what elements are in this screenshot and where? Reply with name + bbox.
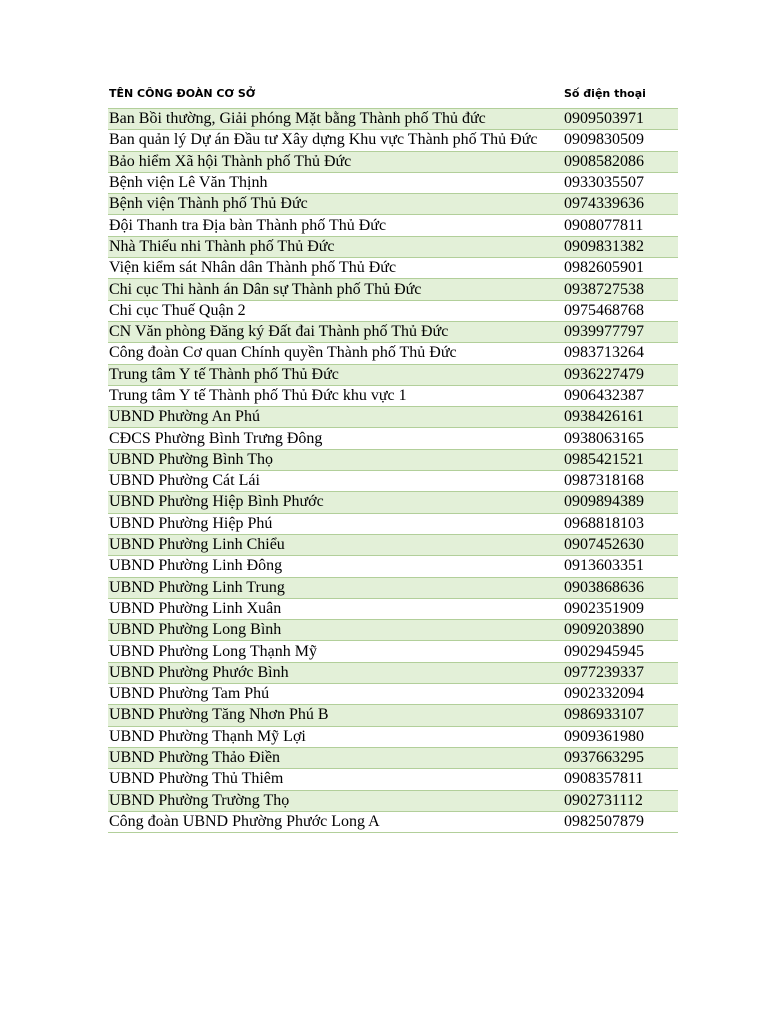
table-row — [108, 407, 678, 428]
table-row — [108, 300, 678, 321]
phone-number-cell: 0909831382 — [564, 236, 678, 257]
union-name-cell: UBND Phường Tăng Nhơn Phú B — [108, 705, 564, 726]
table-row — [108, 109, 678, 130]
table-row — [108, 684, 678, 705]
phone-number-cell: 0909203890 — [564, 620, 678, 641]
phone-number-cell: 0982605901 — [564, 258, 678, 279]
table-row — [108, 620, 678, 641]
phone-number-cell: 0902945945 — [564, 641, 678, 662]
phone-number-cell: 0977239337 — [564, 662, 678, 683]
table-row — [108, 258, 678, 279]
union-name-cell: Bệnh viện Thành phố Thủ Đức — [108, 194, 564, 215]
union-name-cell: UBND Phường An Phú — [108, 407, 564, 428]
table-row — [108, 769, 678, 790]
union-name-cell: UBND Phường Thạnh Mỹ Lợi — [108, 726, 564, 747]
header-union-name: TÊN CÔNG ĐOÀN CƠ SỞ — [108, 78, 564, 109]
table-row — [108, 726, 678, 747]
union-name-cell: UBND Phường Long Bình — [108, 620, 564, 641]
phone-number-cell: 0937663295 — [564, 747, 678, 768]
phone-number-cell: 0907452630 — [564, 534, 678, 555]
table-row — [108, 151, 678, 172]
union-name-cell: UBND Phường Hiệp Phú — [108, 513, 564, 534]
union-name-cell: CĐCS Phường Bình Trưng Đông — [108, 428, 564, 449]
union-name-cell: Trung tâm Y tế Thành phố Thủ Đức khu vực 1 — [108, 385, 564, 406]
phone-number-cell: 0938063165 — [564, 428, 678, 449]
union-name-cell: UBND Phường Trường Thọ — [108, 790, 564, 811]
union-name-cell: Chi cục Thuế Quận 2 — [108, 300, 564, 321]
phone-number-cell: 0938727538 — [564, 279, 678, 300]
table-row — [108, 343, 678, 364]
phone-number-cell: 0939977797 — [564, 321, 678, 342]
table-row — [108, 172, 678, 193]
table-row — [108, 662, 678, 683]
union-name-cell: UBND Phường Thảo Điền — [108, 747, 564, 768]
table-row — [108, 492, 678, 513]
union-name-cell: UBND Phường Tam Phú — [108, 684, 564, 705]
phone-number-cell: 0902332094 — [564, 684, 678, 705]
table-body — [108, 109, 678, 833]
table-row — [108, 556, 678, 577]
phone-number-cell: 0908077811 — [564, 215, 678, 236]
union-name-cell: Công đoàn UBND Phường Phước Long A — [108, 811, 564, 832]
union-name-cell: Đội Thanh tra Địa bàn Thành phố Thủ Đức — [108, 215, 564, 236]
phone-number-cell: 0906432387 — [564, 385, 678, 406]
table-header-row — [108, 78, 678, 109]
union-name-cell: UBND Phường Linh Chiểu — [108, 534, 564, 555]
table-row — [108, 385, 678, 406]
table-row — [108, 790, 678, 811]
table-row — [108, 130, 678, 151]
table-row — [108, 705, 678, 726]
phone-number-cell: 0938426161 — [564, 407, 678, 428]
phone-number-cell: 0983713264 — [564, 343, 678, 364]
union-name-cell: CN Văn phòng Đăng ký Đất đai Thành phố Thủ Đức — [108, 321, 564, 342]
union-name-cell: Công đoàn Cơ quan Chính quyền Thành phố Thủ Đức — [108, 343, 564, 364]
union-name-cell: UBND Phường Phước Bình — [108, 662, 564, 683]
table-row — [108, 215, 678, 236]
union-name-cell: Viện kiểm sát Nhân dân Thành phố Thủ Đức — [108, 258, 564, 279]
table-row — [108, 449, 678, 470]
table-row — [108, 747, 678, 768]
union-name-cell: Nhà Thiếu nhi Thành phố Thủ Đức — [108, 236, 564, 257]
phone-number-cell: 0908582086 — [564, 151, 678, 172]
table-row — [108, 811, 678, 832]
table-row — [108, 321, 678, 342]
phone-number-cell: 0985421521 — [564, 449, 678, 470]
union-name-cell: UBND Phường Thủ Thiêm — [108, 769, 564, 790]
table-row — [108, 428, 678, 449]
table-row — [108, 513, 678, 534]
union-name-cell: Bệnh viện Lê Văn Thịnh — [108, 172, 564, 193]
union-name-cell: Ban Bồi thường, Giải phóng Mặt bằng Thành phố Thủ đức — [108, 109, 564, 130]
phone-number-cell: 0903868636 — [564, 577, 678, 598]
phone-number-cell: 0986933107 — [564, 705, 678, 726]
table-row — [108, 577, 678, 598]
phone-number-cell: 0909830509 — [564, 130, 678, 151]
union-name-cell: UBND Phường Linh Xuân — [108, 598, 564, 619]
phone-number-cell: 0902351909 — [564, 598, 678, 619]
table-row — [108, 279, 678, 300]
union-name-cell: Bảo hiểm Xã hội Thành phố Thủ Đức — [108, 151, 564, 172]
union-name-cell: UBND Phường Linh Trung — [108, 577, 564, 598]
table-row — [108, 598, 678, 619]
table-row — [108, 236, 678, 257]
union-name-cell: Trung tâm Y tế Thành phố Thủ Đức — [108, 364, 564, 385]
table-row — [108, 194, 678, 215]
phone-number-cell: 0936227479 — [564, 364, 678, 385]
union-name-cell: UBND Phường Long Thạnh Mỹ — [108, 641, 564, 662]
table-row — [108, 641, 678, 662]
union-name-cell: Ban quản lý Dự án Đầu tư Xây dựng Khu vực Thành phố Thủ Đức — [108, 130, 564, 151]
phone-number-cell: 0987318168 — [564, 471, 678, 492]
phone-number-cell: 0933035507 — [564, 172, 678, 193]
header-phone-number: Số điện thoại — [564, 78, 678, 109]
union-name-cell: UBND Phường Hiệp Bình Phước — [108, 492, 564, 513]
phone-number-cell: 0908357811 — [564, 769, 678, 790]
phone-number-cell: 0968818103 — [564, 513, 678, 534]
phone-number-cell: 0974339636 — [564, 194, 678, 215]
phone-number-cell: 0902731112 — [564, 790, 678, 811]
union-contact-table — [108, 78, 678, 833]
union-name-cell: UBND Phường Linh Đông — [108, 556, 564, 577]
phone-number-cell: 0909894389 — [564, 492, 678, 513]
phone-number-cell: 0909503971 — [564, 109, 678, 130]
phone-number-cell: 0913603351 — [564, 556, 678, 577]
phone-number-cell: 0909361980 — [564, 726, 678, 747]
union-name-cell: UBND Phường Bình Thọ — [108, 449, 564, 470]
table-row — [108, 534, 678, 555]
phone-number-cell: 0982507879 — [564, 811, 678, 832]
phone-number-cell: 0975468768 — [564, 300, 678, 321]
union-name-cell: UBND Phường Cát Lái — [108, 471, 564, 492]
table-row — [108, 364, 678, 385]
table-row — [108, 471, 678, 492]
union-name-cell: Chi cục Thi hành án Dân sự Thành phố Thủ Đức — [108, 279, 564, 300]
